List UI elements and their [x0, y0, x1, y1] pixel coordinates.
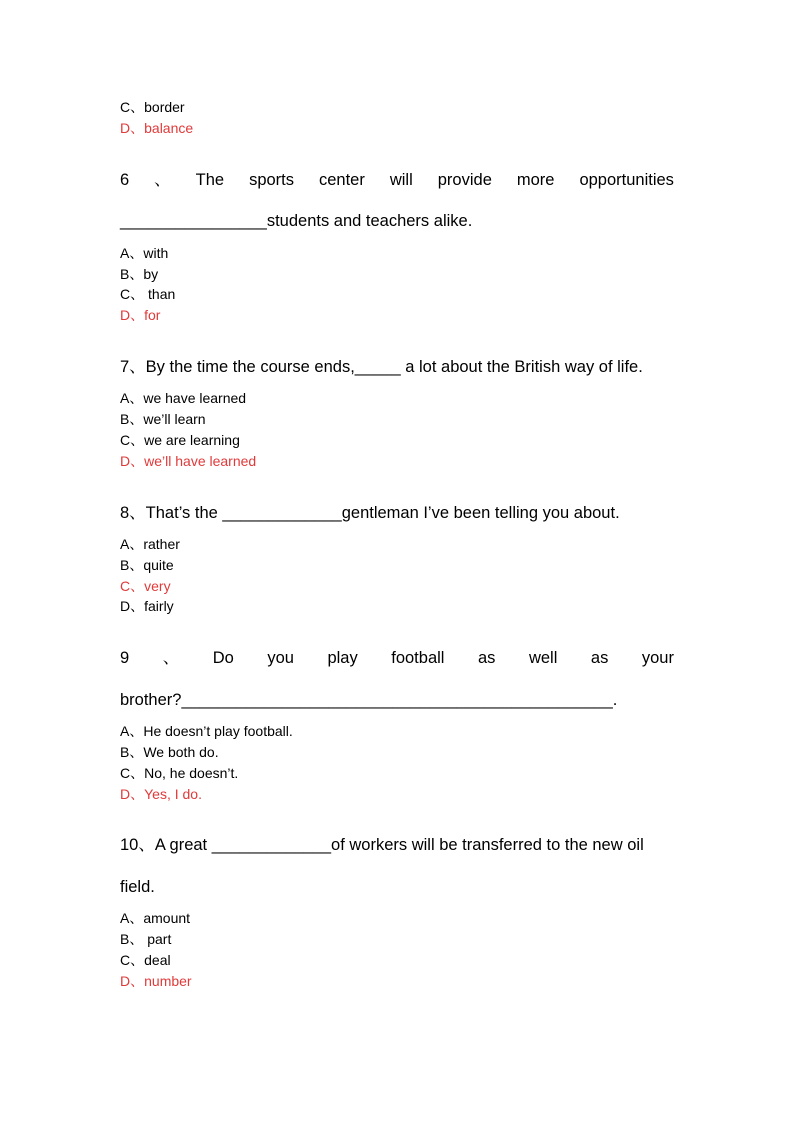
q9-option-b: B、We both do. — [120, 744, 219, 760]
q9-stem-line2: brother?_______________________________________________. — [120, 691, 618, 709]
q10-option-d-answer: D、number — [120, 973, 192, 989]
q5-option-c: C、border — [120, 99, 185, 115]
q6-option-b: B、by — [120, 266, 159, 282]
q8-option-b: B、quite — [120, 557, 174, 573]
q7-option-c: C、we are learning — [120, 432, 240, 448]
q10-option-b: B、 part — [120, 931, 172, 947]
q10-option-a: A、amount — [120, 910, 191, 926]
q9-option-d-answer: D、Yes, I do. — [120, 786, 202, 802]
q8-stem: 8、That’s the _____________gentleman I’ve been telling you about. — [120, 504, 620, 522]
q5-option-d-answer: D、balance — [120, 120, 194, 136]
q6-option-a: A、with — [120, 245, 169, 261]
q9-option-c: C、No, he doesn’t. — [120, 765, 239, 781]
q7-option-d-answer: D、we’ll have learned — [120, 453, 257, 469]
q8-option-a: A、rather — [120, 536, 180, 552]
q7-stem: 7、By the time the course ends,_____ a lot about the British way of life. — [120, 358, 643, 376]
q10-option-c: C、deal — [120, 952, 171, 968]
q8-option-c-answer: C、very — [120, 578, 171, 594]
q9-stem-line1: 9 、 Do you play football as well as your — [120, 649, 674, 667]
q7-option-a: A、we have learned — [120, 390, 247, 406]
q6-stem-line1: 6 、 The sports center will provide more opportunities — [120, 171, 674, 189]
q7-option-b: B、we’ll learn — [120, 411, 206, 427]
q10-stem-line2: field. — [120, 878, 155, 896]
q6-stem-line2: ________________students and teachers alike. — [120, 212, 473, 230]
q8-option-d: D、fairly — [120, 598, 174, 614]
q10-stem-line1: 10、A great _____________of workers will be transferred to the new oil — [120, 836, 644, 854]
q6-option-d-answer: D、for — [120, 307, 161, 323]
q6-option-c: C、 than — [120, 286, 176, 302]
q9-option-a: A、He doesn’t play football. — [120, 723, 293, 739]
